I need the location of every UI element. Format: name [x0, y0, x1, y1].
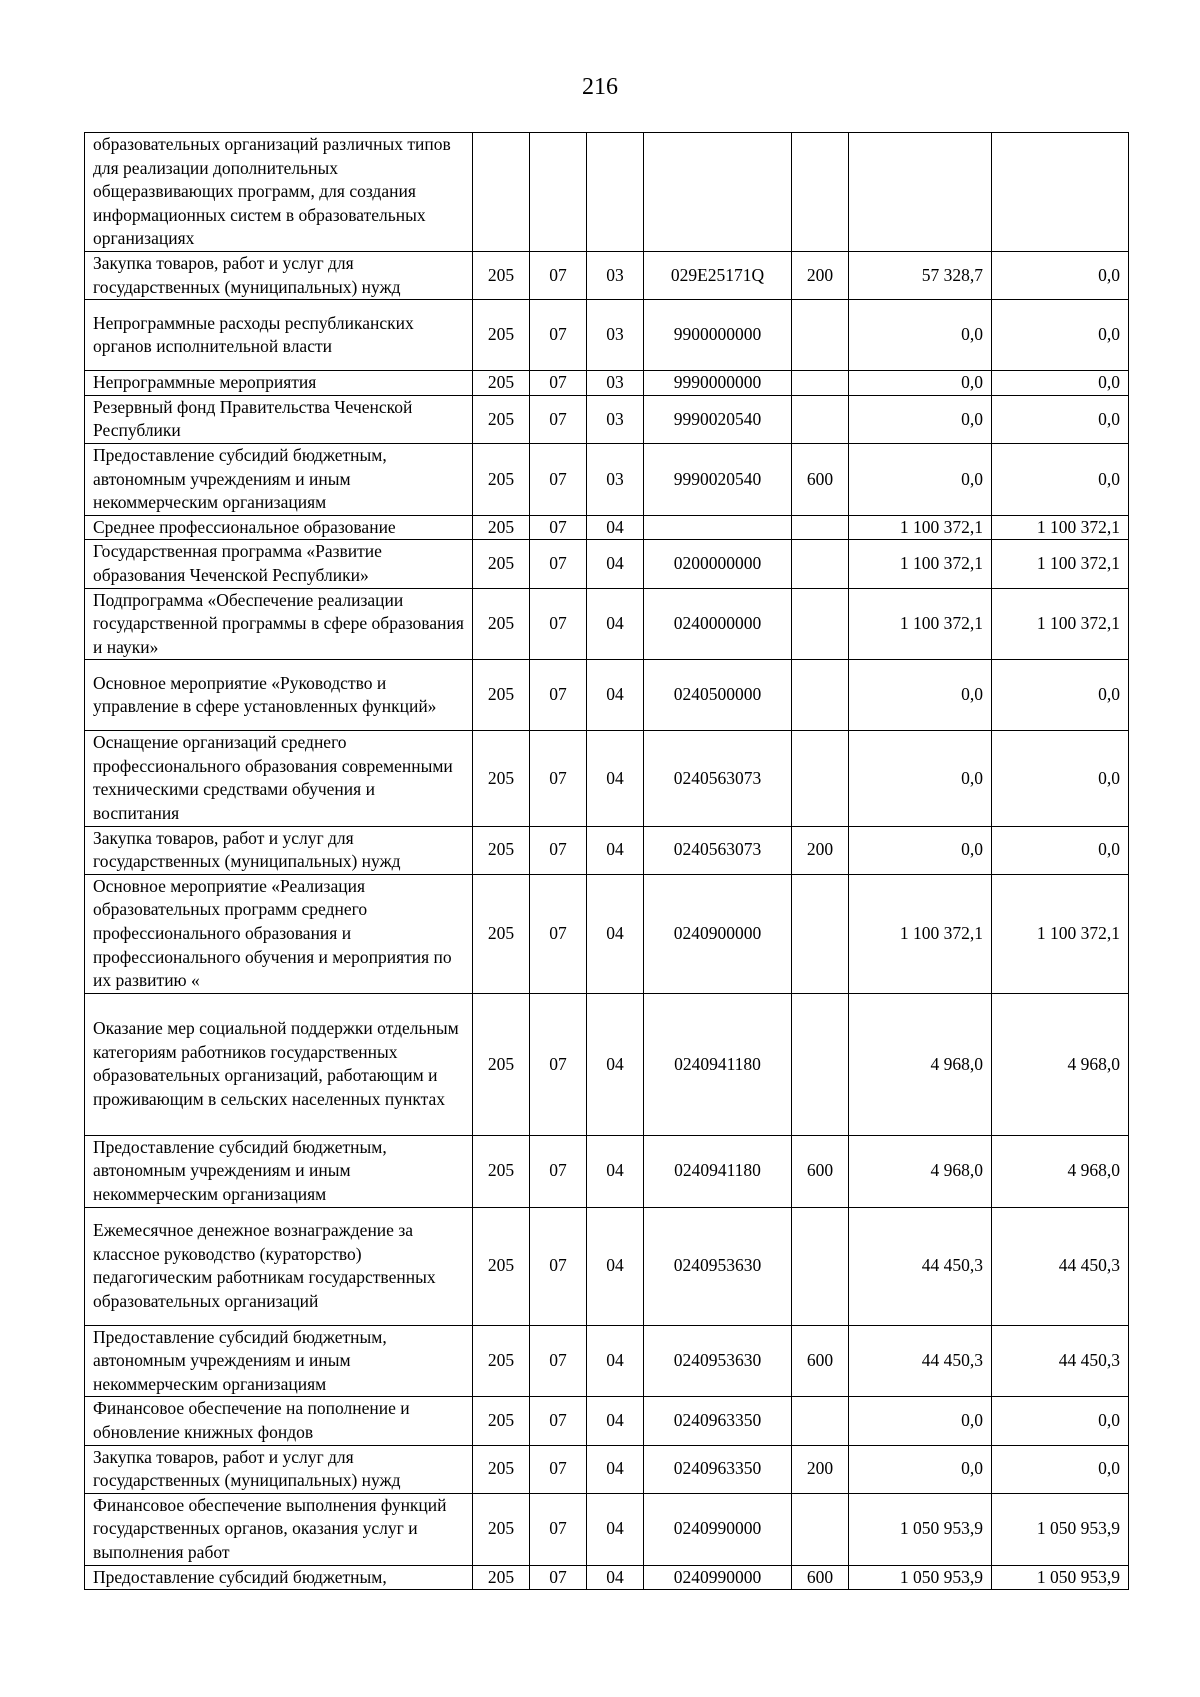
- cell-section-code: 07: [530, 1325, 587, 1397]
- cell-amount-1: 44 450,3: [849, 1207, 992, 1325]
- cell-amount-2: 4 968,0: [992, 993, 1129, 1135]
- cell-target-article: 9900000000: [644, 300, 792, 371]
- cell-amount-2: 0,0: [992, 443, 1129, 515]
- cell-expense-type: [792, 1207, 849, 1325]
- table-row: [85, 443, 1129, 515]
- table-row: [85, 588, 1129, 660]
- cell-subsection-code: [587, 133, 644, 252]
- cell-amount-2: 0,0: [992, 371, 1129, 396]
- cell-amount-2: 1 100 372,1: [992, 515, 1129, 540]
- cell-ministry-code: 205: [473, 1207, 530, 1325]
- cell-section-code: 07: [530, 826, 587, 874]
- cell-amount-1: 0,0: [849, 443, 992, 515]
- cell-section-code: 07: [530, 588, 587, 660]
- table-row: [85, 395, 1129, 443]
- cell-ministry-code: 205: [473, 588, 530, 660]
- cell-subsection-code: 04: [587, 1445, 644, 1493]
- cell-name: Резервный фонд Правительства Чеченской Республики: [85, 395, 473, 443]
- cell-name: Предоставление субсидий бюджетным, автономным учреждениям и иным некоммерческим организациям: [85, 1325, 473, 1397]
- cell-subsection-code: 04: [587, 1135, 644, 1207]
- cell-amount-2: 0,0: [992, 660, 1129, 731]
- cell-amount-2: 0,0: [992, 731, 1129, 826]
- cell-target-article: 0240563073: [644, 731, 792, 826]
- cell-name: Основное мероприятие «Руководство и управление в сфере установленных функций»: [85, 660, 473, 731]
- cell-subsection-code: 04: [587, 1565, 644, 1590]
- cell-amount-1: 0,0: [849, 1397, 992, 1445]
- cell-amount-2: [992, 133, 1129, 252]
- cell-amount-1: 1 050 953,9: [849, 1493, 992, 1565]
- cell-name: Подпрограмма «Обеспечение реализации государственной программы в сфере образования и науки»: [85, 588, 473, 660]
- cell-section-code: 07: [530, 731, 587, 826]
- cell-target-article: 9990020540: [644, 443, 792, 515]
- cell-ministry-code: 205: [473, 371, 530, 396]
- cell-ministry-code: 205: [473, 443, 530, 515]
- cell-ministry-code: 205: [473, 731, 530, 826]
- cell-subsection-code: 04: [587, 731, 644, 826]
- cell-expense-type: 600: [792, 443, 849, 515]
- cell-ministry-code: 205: [473, 1325, 530, 1397]
- cell-target-article: [644, 133, 792, 252]
- cell-expense-type: [792, 731, 849, 826]
- cell-ministry-code: 205: [473, 540, 530, 588]
- cell-amount-2: 0,0: [992, 251, 1129, 299]
- cell-ministry-code: 205: [473, 874, 530, 993]
- cell-target-article: 0240953630: [644, 1325, 792, 1397]
- cell-subsection-code: 04: [587, 874, 644, 993]
- table-row: [85, 826, 1129, 874]
- budget-table: [84, 132, 1129, 1590]
- table-row: [85, 874, 1129, 993]
- cell-ministry-code: 205: [473, 1135, 530, 1207]
- cell-section-code: 07: [530, 300, 587, 371]
- cell-target-article: 0240990000: [644, 1493, 792, 1565]
- cell-target-article: 9990000000: [644, 371, 792, 396]
- cell-target-article: 0240941180: [644, 993, 792, 1135]
- table-row: [85, 1325, 1129, 1397]
- cell-name: Финансовое обеспечение на пополнение и обновление книжных фондов: [85, 1397, 473, 1445]
- cell-expense-type: 600: [792, 1325, 849, 1397]
- page-number: 216: [582, 74, 618, 100]
- cell-amount-1: 0,0: [849, 1445, 992, 1493]
- cell-amount-1: 1 100 372,1: [849, 540, 992, 588]
- cell-section-code: 07: [530, 395, 587, 443]
- cell-target-article: 029E25171Q: [644, 251, 792, 299]
- cell-amount-2: 0,0: [992, 1397, 1129, 1445]
- cell-amount-2: 0,0: [992, 1445, 1129, 1493]
- cell-ministry-code: 205: [473, 300, 530, 371]
- cell-amount-2: 1 050 953,9: [992, 1493, 1129, 1565]
- cell-subsection-code: 04: [587, 1325, 644, 1397]
- cell-ministry-code: [473, 133, 530, 252]
- cell-name: Закупка товаров, работ и услуг для государственных (муниципальных) нужд: [85, 1445, 473, 1493]
- cell-expense-type: [792, 874, 849, 993]
- table-row: [85, 660, 1129, 731]
- cell-amount-2: 1 050 953,9: [992, 1565, 1129, 1590]
- cell-name: Предоставление субсидий бюджетным, автономным учреждениям и иным некоммерческим организациям: [85, 443, 473, 515]
- table-row: [85, 371, 1129, 396]
- cell-expense-type: 200: [792, 251, 849, 299]
- cell-amount-2: 4 968,0: [992, 1135, 1129, 1207]
- cell-expense-type: [792, 540, 849, 588]
- cell-amount-2: 1 100 372,1: [992, 540, 1129, 588]
- cell-expense-type: 600: [792, 1135, 849, 1207]
- cell-subsection-code: 04: [587, 588, 644, 660]
- table-row: [85, 540, 1129, 588]
- cell-amount-1: 1 100 372,1: [849, 515, 992, 540]
- cell-name: Ежемесячное денежное вознаграждение за классное руководство (кураторство) педагогическим работникам государственных образовательных организаций: [85, 1207, 473, 1325]
- cell-target-article: 0200000000: [644, 540, 792, 588]
- cell-ministry-code: 205: [473, 826, 530, 874]
- cell-amount-2: 0,0: [992, 826, 1129, 874]
- cell-amount-2: 0,0: [992, 395, 1129, 443]
- cell-subsection-code: 04: [587, 993, 644, 1135]
- cell-target-article: 0240500000: [644, 660, 792, 731]
- cell-expense-type: [792, 660, 849, 731]
- cell-amount-2: 44 450,3: [992, 1207, 1129, 1325]
- cell-ministry-code: 205: [473, 251, 530, 299]
- cell-amount-1: 0,0: [849, 660, 992, 731]
- cell-subsection-code: 04: [587, 1207, 644, 1325]
- cell-name: Оснащение организаций среднего профессионального образования современными техническими средствами обучения и воспитания: [85, 731, 473, 826]
- cell-name: Закупка товаров, работ и услуг для государственных (муниципальных) нужд: [85, 251, 473, 299]
- cell-subsection-code: 04: [587, 660, 644, 731]
- cell-target-article: 0240563073: [644, 826, 792, 874]
- cell-section-code: 07: [530, 1135, 587, 1207]
- cell-amount-2: 44 450,3: [992, 1325, 1129, 1397]
- cell-amount-2: 1 100 372,1: [992, 874, 1129, 993]
- cell-section-code: [530, 133, 587, 252]
- cell-ministry-code: 205: [473, 515, 530, 540]
- cell-section-code: 07: [530, 1493, 587, 1565]
- table-row: [85, 1493, 1129, 1565]
- cell-amount-1: 0,0: [849, 395, 992, 443]
- cell-name: Закупка товаров, работ и услуг для государственных (муниципальных) нужд: [85, 826, 473, 874]
- cell-amount-1: 44 450,3: [849, 1325, 992, 1397]
- table-row: [85, 1397, 1129, 1445]
- cell-amount-1: 4 968,0: [849, 1135, 992, 1207]
- cell-subsection-code: 04: [587, 1493, 644, 1565]
- cell-expense-type: [792, 515, 849, 540]
- table-row: [85, 1445, 1129, 1493]
- cell-expense-type: [792, 588, 849, 660]
- table-row: [85, 731, 1129, 826]
- cell-target-article: 0240900000: [644, 874, 792, 993]
- table-row: [85, 300, 1129, 371]
- cell-amount-2: 0,0: [992, 300, 1129, 371]
- cell-amount-1: 1 050 953,9: [849, 1565, 992, 1590]
- cell-section-code: 07: [530, 874, 587, 993]
- cell-target-article: 9990020540: [644, 395, 792, 443]
- cell-amount-1: [849, 133, 992, 252]
- cell-section-code: 07: [530, 1397, 587, 1445]
- table-row: [85, 515, 1129, 540]
- cell-ministry-code: 205: [473, 1565, 530, 1590]
- cell-target-article: 0240990000: [644, 1565, 792, 1590]
- table-row: [85, 1207, 1129, 1325]
- cell-name: Государственная программа «Развитие образования Чеченской Республики»: [85, 540, 473, 588]
- table-row: [85, 993, 1129, 1135]
- cell-section-code: 07: [530, 443, 587, 515]
- cell-subsection-code: 03: [587, 300, 644, 371]
- cell-ministry-code: 205: [473, 1445, 530, 1493]
- cell-amount-1: 0,0: [849, 300, 992, 371]
- cell-section-code: 07: [530, 371, 587, 396]
- cell-expense-type: [792, 133, 849, 252]
- cell-amount-1: 4 968,0: [849, 993, 992, 1135]
- cell-amount-1: 1 100 372,1: [849, 588, 992, 660]
- cell-subsection-code: 03: [587, 395, 644, 443]
- cell-amount-2: 1 100 372,1: [992, 588, 1129, 660]
- cell-expense-type: 200: [792, 826, 849, 874]
- cell-expense-type: [792, 1397, 849, 1445]
- cell-section-code: 07: [530, 1207, 587, 1325]
- table-row: [85, 1565, 1129, 1590]
- cell-target-article: 0240963350: [644, 1445, 792, 1493]
- cell-section-code: 07: [530, 251, 587, 299]
- cell-expense-type: 200: [792, 1445, 849, 1493]
- cell-subsection-code: 04: [587, 540, 644, 588]
- cell-name: Финансовое обеспечение выполнения функций государственных органов, оказания услуг и выполнения работ: [85, 1493, 473, 1565]
- cell-name: Непрограммные расходы республиканских органов исполнительной власти: [85, 300, 473, 371]
- cell-name: Предоставление субсидий бюджетным, автономным учреждениям и иным некоммерческим организациям: [85, 1135, 473, 1207]
- cell-amount-1: 0,0: [849, 731, 992, 826]
- cell-name: Оказание мер социальной поддержки отдельным категориям работников государственных образовательных организаций, работающим и проживающим в сельских населенных пунктах: [85, 993, 473, 1135]
- cell-expense-type: [792, 300, 849, 371]
- cell-expense-type: [792, 1493, 849, 1565]
- cell-section-code: 07: [530, 540, 587, 588]
- cell-amount-1: 1 100 372,1: [849, 874, 992, 993]
- cell-subsection-code: 04: [587, 826, 644, 874]
- cell-section-code: 07: [530, 993, 587, 1135]
- table-row: [85, 1135, 1129, 1207]
- cell-amount-1: 57 328,7: [849, 251, 992, 299]
- cell-name: Основное мероприятие «Реализация образовательных программ среднего профессионального образования и профессионального обучения и мероприятия по их развитию «: [85, 874, 473, 993]
- cell-name: Непрограммные мероприятия: [85, 371, 473, 396]
- cell-subsection-code: 04: [587, 515, 644, 540]
- cell-subsection-code: 03: [587, 251, 644, 299]
- cell-ministry-code: 205: [473, 1493, 530, 1565]
- cell-target-article: [644, 515, 792, 540]
- cell-ministry-code: 205: [473, 660, 530, 731]
- cell-section-code: 07: [530, 1445, 587, 1493]
- cell-target-article: 0240953630: [644, 1207, 792, 1325]
- table-row: [85, 133, 1129, 252]
- cell-name: образовательных организаций различных типов для реализации дополнительных общеразвивающих программ, для создания информационных систем в образовательных организациях: [85, 133, 473, 252]
- cell-ministry-code: 205: [473, 395, 530, 443]
- cell-target-article: 0240000000: [644, 588, 792, 660]
- cell-name: Среднее профессиональное образование: [85, 515, 473, 540]
- cell-subsection-code: 04: [587, 1397, 644, 1445]
- cell-section-code: 07: [530, 1565, 587, 1590]
- table-body: [85, 133, 1129, 1590]
- cell-section-code: 07: [530, 660, 587, 731]
- cell-section-code: 07: [530, 515, 587, 540]
- cell-amount-1: 0,0: [849, 826, 992, 874]
- cell-target-article: 0240941180: [644, 1135, 792, 1207]
- cell-ministry-code: 205: [473, 1397, 530, 1445]
- cell-ministry-code: 205: [473, 993, 530, 1135]
- cell-expense-type: [792, 993, 849, 1135]
- cell-amount-1: 0,0: [849, 371, 992, 396]
- cell-expense-type: 600: [792, 1565, 849, 1590]
- cell-subsection-code: 03: [587, 371, 644, 396]
- cell-expense-type: [792, 395, 849, 443]
- table-row: [85, 251, 1129, 299]
- cell-subsection-code: 03: [587, 443, 644, 515]
- cell-target-article: 0240963350: [644, 1397, 792, 1445]
- cell-expense-type: [792, 371, 849, 396]
- cell-name: Предоставление субсидий бюджетным,: [85, 1565, 473, 1590]
